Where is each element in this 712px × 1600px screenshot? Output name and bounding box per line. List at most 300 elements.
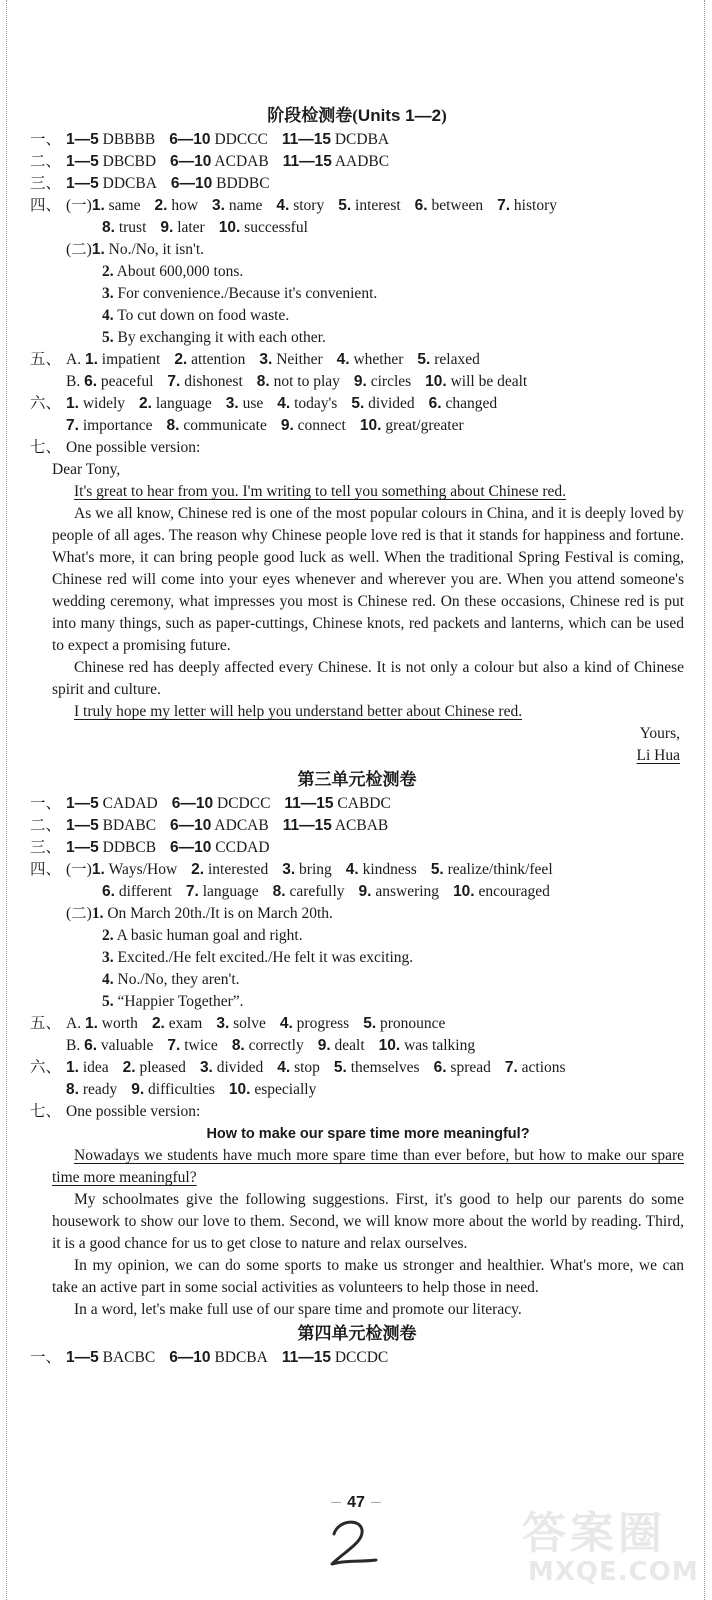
- letter-paragraph: As we all know, Chinese red is one of the most popular colours in China, and it is deeply loved by people of all ages. The reason why Chinese people love red is that it stands for happiness and fortune. What's more, it can bring people good luck as well. When the traditional Spring Festival is coming, Chinese red will come into your eyes whenever and wherever you are. When you attend someone's wedding ceremony, what impresses you most is Chinese red. On these occasions, Chinese red is put into many things, such as paper-cuttings, Chinese knots, red packets and lanterns, which can be used to expect a promising future.: [52, 505, 684, 654]
- item-answer: exam: [164, 1015, 203, 1032]
- question-label: 一、: [30, 1349, 62, 1366]
- item-answer: By exchanging it with each other.: [113, 329, 326, 346]
- question-label: 四、: [30, 861, 62, 878]
- item-prefix: A.: [66, 1015, 85, 1032]
- range-label: 1—5: [66, 131, 99, 148]
- item-number: 8.: [231, 1037, 245, 1054]
- answer-item: [337, 351, 404, 368]
- range-label: 1—5: [66, 817, 99, 834]
- item-answer: Neither: [272, 351, 323, 368]
- item-number: 6.: [428, 395, 442, 412]
- answer-row: [30, 1101, 684, 1123]
- answer-item: [415, 197, 483, 214]
- answer-item: [434, 1059, 491, 1076]
- watermark-logo: [500, 1495, 700, 1595]
- item-answer: No./No, they aren't.: [113, 971, 240, 988]
- item-answer: correctly: [244, 1037, 304, 1054]
- watermark-chinese: 答案圈: [522, 1508, 666, 1559]
- item-number: 9.: [358, 883, 372, 900]
- answer-letters: BDCBA: [210, 1349, 268, 1366]
- answer-item: [92, 861, 177, 878]
- item-answer: spread: [446, 1059, 491, 1076]
- answer-row: [30, 815, 684, 837]
- item-answer: ready: [78, 1081, 118, 1098]
- item-number: 2.: [122, 1059, 136, 1076]
- item-number: 5.: [333, 1059, 347, 1076]
- item-answer: not to play: [269, 373, 340, 390]
- question-label: 三、: [30, 175, 62, 192]
- answer-row: [30, 903, 684, 925]
- item-answer: carefully: [285, 883, 345, 900]
- question-label: 七、: [30, 439, 62, 456]
- answer-row: [30, 1013, 684, 1035]
- item-number: 1.: [91, 861, 105, 878]
- item-answer: name: [224, 197, 263, 214]
- item-answer: divided: [212, 1059, 264, 1076]
- letter-paragraph: Chinese red has deeply affected every Chinese. It is not only a colour but also a kind of Chinese spirit and culture.: [52, 659, 684, 698]
- item-answer: dishonest: [180, 373, 243, 390]
- item-answer: bring: [295, 861, 332, 878]
- item-number: 8.: [272, 883, 286, 900]
- item-number: 4.: [102, 307, 114, 324]
- item-answer: especially: [250, 1081, 317, 1098]
- range-label: 1—5: [66, 1349, 99, 1366]
- item-number: 8.: [102, 219, 115, 236]
- answer-item: [497, 197, 557, 214]
- answer-row: [30, 173, 684, 195]
- item-answer: twice: [180, 1037, 218, 1054]
- item-prefix: B.: [66, 373, 85, 390]
- item-answer: idea: [78, 1059, 109, 1076]
- range-label: 6—10: [170, 817, 212, 834]
- answer-item: [160, 219, 204, 236]
- answer-letters: CCDAD: [211, 839, 270, 856]
- answer-item: [280, 1015, 349, 1032]
- answer-item: [167, 1037, 217, 1054]
- item-number: 4.: [277, 395, 291, 412]
- answer-item: [66, 417, 153, 434]
- answer-letters: CABDC: [333, 795, 391, 812]
- section-title-units: Units 1—2: [357, 106, 442, 125]
- answer-items: [66, 1037, 489, 1054]
- answer-item: [351, 395, 414, 412]
- item-number: 7.: [497, 197, 511, 214]
- subpart-label: (一): [66, 861, 92, 878]
- item-number: 9.: [353, 373, 367, 390]
- item-answer: importance: [78, 417, 153, 434]
- item-number: 9.: [131, 1081, 145, 1098]
- answer-letters: DBBBB: [98, 131, 156, 148]
- item-number: 5.: [338, 197, 352, 214]
- answer-row: [30, 881, 684, 903]
- item-number: 8.: [166, 417, 180, 434]
- range-label: 6—10: [171, 795, 214, 812]
- item-number: 10.: [218, 219, 241, 236]
- item-answer: successful: [240, 219, 308, 236]
- answer-items: [102, 883, 564, 900]
- question-label: 四、: [30, 197, 62, 214]
- range-label: 6—10: [169, 131, 211, 148]
- range-label: 1—5: [66, 839, 99, 856]
- answer-row: [30, 947, 684, 969]
- question-label: 五、: [30, 351, 62, 368]
- question-label: 二、: [30, 153, 62, 170]
- answer-item: [102, 219, 146, 236]
- answer-item: [429, 395, 497, 412]
- answer-item: [232, 1037, 304, 1054]
- subpart-label: (二): [66, 905, 92, 922]
- answer-letters: DCCDC: [330, 1349, 389, 1366]
- answer-item: [338, 197, 400, 214]
- item-number: 4.: [345, 861, 359, 878]
- answer-item: [277, 395, 337, 412]
- item-number: 2.: [139, 395, 152, 412]
- answer-letters: DBCBD: [98, 153, 157, 170]
- range-label: 11—15: [281, 1349, 331, 1366]
- question-label: 六、: [30, 1059, 62, 1076]
- item-answer: encouraged: [474, 883, 550, 900]
- item-answer: was talking: [400, 1037, 476, 1054]
- item-answer: divided: [364, 395, 415, 412]
- item-number: 9.: [280, 417, 294, 434]
- letter-closing: Yours,: [639, 725, 680, 742]
- answer-item: [102, 883, 172, 900]
- right-margin-rule: [704, 0, 705, 1600]
- item-answer: whether: [349, 351, 404, 368]
- item-prefix: A.: [66, 351, 85, 368]
- section-title-close: ): [441, 106, 447, 125]
- answer-letters: AADBC: [331, 153, 390, 170]
- item-answer: later: [173, 219, 205, 236]
- item-answer: trust: [114, 219, 147, 236]
- item-answer: For convenience./Because it's convenient.: [113, 285, 378, 302]
- item-answer: “Happier Together”.: [113, 993, 244, 1010]
- item-answer: same: [104, 197, 141, 214]
- answer-items: [66, 1059, 580, 1076]
- answer-letters: DCDCC: [213, 795, 271, 812]
- item-number: 6.: [102, 883, 115, 900]
- answer-item: [359, 883, 440, 900]
- range-label: 6—10: [169, 1349, 211, 1366]
- answer-item: [123, 1059, 186, 1076]
- item-answer: great/greater: [381, 417, 464, 434]
- answer-item: [229, 1081, 316, 1098]
- item-answer: valuable: [97, 1037, 154, 1054]
- question-label: 一、: [30, 795, 62, 812]
- item-number: 6.: [84, 373, 98, 390]
- answer-row: [30, 371, 684, 393]
- answer-letters: ACBAB: [331, 817, 389, 834]
- answer-row: [30, 327, 684, 349]
- answer-item: [152, 1015, 202, 1032]
- essay-intro: One possible version:: [66, 439, 201, 456]
- essay-intro: One possible version:: [66, 1103, 201, 1120]
- item-answer: On March 20th./It is on March 20th.: [103, 905, 333, 922]
- answer-row: [30, 151, 684, 173]
- answer-items: [92, 197, 571, 214]
- answer-item: [66, 1059, 109, 1076]
- item-number: 8.: [256, 373, 270, 390]
- answer-letters: DDCCC: [210, 131, 268, 148]
- item-number: 7.: [185, 883, 199, 900]
- answer-item: [281, 417, 346, 434]
- item-number: 3.: [216, 1015, 230, 1032]
- item-number: 1.: [84, 1015, 98, 1032]
- item-number: 7.: [66, 417, 79, 434]
- answer-item: [219, 219, 308, 236]
- item-answer: connect: [293, 417, 346, 434]
- item-number: 5.: [102, 993, 114, 1010]
- answer-item: [66, 1081, 117, 1098]
- answer-item: [277, 1059, 320, 1076]
- answer-row: [30, 437, 684, 459]
- answer-row: [30, 305, 684, 327]
- item-answer: use: [238, 395, 264, 412]
- item-answer: About 600,000 tons.: [113, 263, 244, 280]
- watermark-url: MXQE.COM: [528, 1557, 699, 1587]
- answer-row: [30, 239, 684, 261]
- item-number: 8.: [66, 1081, 79, 1098]
- item-number: 1.: [91, 197, 105, 214]
- essay-paragraph: In my opinion, we can do some sports to make us stronger and healthier. What's more, we can take an active part in some social activities as volunteers to help those in need.: [52, 1257, 684, 1296]
- answer-item: [346, 861, 417, 878]
- answer-item: [85, 351, 160, 368]
- page-content: [30, 103, 684, 1369]
- item-answer: A basic human goal and right.: [113, 927, 303, 944]
- item-answer: kindness: [358, 861, 417, 878]
- item-answer: Ways/How: [104, 861, 178, 878]
- letter-sample: [30, 459, 684, 767]
- item-answer: themselves: [346, 1059, 420, 1076]
- answer-item: [282, 861, 332, 878]
- essay-paragraph: Nowadays we students have much more spare time than ever before, but how to make our spare time more meaningful?: [52, 1147, 684, 1186]
- answer-item: [273, 883, 345, 900]
- question-label: 一、: [30, 131, 62, 148]
- item-number: 10.: [359, 417, 382, 434]
- answer-row: [30, 837, 684, 859]
- item-number: 2.: [151, 1015, 165, 1032]
- answer-item: [216, 1015, 266, 1032]
- item-answer: story: [289, 197, 325, 214]
- answer-item: [425, 373, 527, 390]
- item-answer: language: [151, 395, 212, 412]
- item-number: 6.: [433, 1059, 447, 1076]
- answer-item: [212, 197, 262, 214]
- letter-paragraph: I truly hope my letter will help you understand better about Chinese red.: [74, 703, 523, 720]
- item-number: 5.: [430, 861, 444, 878]
- item-number: 1.: [91, 905, 104, 922]
- item-answer: stop: [290, 1059, 320, 1076]
- item-answer: history: [510, 197, 557, 214]
- answer-item: [200, 1059, 263, 1076]
- section-title-units-1-2: [30, 103, 684, 129]
- item-answer: progress: [292, 1015, 350, 1032]
- answer-item: [167, 417, 267, 434]
- page-number: — 47 —: [0, 1494, 712, 1512]
- answer-item: [379, 1037, 475, 1054]
- answer-item: [505, 1059, 566, 1076]
- item-answer: pronounce: [376, 1015, 446, 1032]
- answer-letters: CADAD: [98, 795, 158, 812]
- item-number: 2.: [174, 351, 188, 368]
- item-answer: answering: [371, 883, 440, 900]
- answer-item: [139, 395, 212, 412]
- answer-letters: BDABC: [98, 817, 157, 834]
- item-number: 3.: [282, 861, 296, 878]
- section-title-unit-4: 第四单元检测卷: [297, 1324, 417, 1343]
- range-label: 6—10: [170, 153, 212, 170]
- range-label: 1—5: [66, 153, 99, 170]
- item-number: 1.: [66, 1059, 79, 1076]
- item-answer: impatient: [97, 351, 161, 368]
- item-number: 6.: [414, 197, 428, 214]
- item-prefix: B.: [66, 1037, 85, 1054]
- item-answer: worth: [97, 1015, 138, 1032]
- answer-item: [84, 373, 153, 390]
- answer-items: [66, 373, 541, 390]
- question-label: 二、: [30, 817, 62, 834]
- item-answer: interest: [351, 197, 401, 214]
- answer-items: [66, 351, 494, 368]
- range-label: 6—10: [170, 175, 213, 192]
- item-answer: different: [114, 883, 172, 900]
- item-number: 1.: [91, 241, 105, 258]
- answer-items: [102, 219, 322, 236]
- answer-item: [363, 1015, 445, 1032]
- item-answer: will be dealt: [446, 373, 528, 390]
- item-number: 2.: [102, 927, 114, 944]
- item-number: 2.: [191, 861, 205, 878]
- item-answer: changed: [441, 395, 498, 412]
- item-number: 3.: [225, 395, 239, 412]
- item-number: 4.: [336, 351, 350, 368]
- range-label: 11—15: [282, 817, 332, 834]
- range-label: 11—15: [282, 153, 332, 170]
- item-number: 4.: [276, 197, 290, 214]
- answer-row: [30, 217, 684, 239]
- item-number: 7.: [504, 1059, 518, 1076]
- item-number: 3.: [102, 949, 114, 966]
- question-label: 三、: [30, 839, 62, 856]
- item-answer: solve: [229, 1015, 266, 1032]
- signature-text: Li Hua: [636, 747, 680, 764]
- item-number: 3.: [212, 197, 225, 214]
- answer-item: [354, 373, 411, 390]
- answer-items: [92, 861, 567, 878]
- answer-item: [334, 1059, 420, 1076]
- question-label: 六、: [30, 395, 62, 412]
- answer-row: [30, 349, 684, 371]
- answer-item: [318, 1037, 365, 1054]
- item-answer: circles: [366, 373, 412, 390]
- item-answer: peaceful: [97, 373, 154, 390]
- item-answer: difficulties: [144, 1081, 215, 1098]
- answer-row: [30, 1079, 684, 1101]
- answer-row: [30, 925, 684, 947]
- answer-letters: DDBCB: [98, 839, 157, 856]
- item-answer: actions: [517, 1059, 566, 1076]
- item-number: 6.: [84, 1037, 98, 1054]
- item-number: 7.: [167, 1037, 181, 1054]
- question-label: 七、: [30, 1103, 62, 1120]
- item-number: 1.: [66, 395, 79, 412]
- item-answer: Excited./He felt excited./He felt it was exciting.: [113, 949, 414, 966]
- answer-letters: ADCAB: [211, 817, 269, 834]
- answer-item: [174, 351, 245, 368]
- item-answer: To cut down on food waste.: [113, 307, 290, 324]
- item-number: 3.: [259, 351, 273, 368]
- answer-letters: ACDAB: [211, 153, 269, 170]
- item-number: 4.: [102, 971, 114, 988]
- item-number: 10.: [378, 1037, 401, 1054]
- answer-row: [30, 393, 684, 415]
- answer-items: [66, 1081, 330, 1098]
- answer-item: [167, 373, 242, 390]
- item-number: 10.: [228, 1081, 251, 1098]
- item-answer: language: [198, 883, 259, 900]
- item-number: 9.: [160, 219, 174, 236]
- answer-item: [276, 197, 324, 214]
- answer-item: [155, 197, 199, 214]
- essay-paragraph: In a word, let's make full use of our spare time and promote our literacy.: [74, 1301, 522, 1318]
- subpart-label: (一): [66, 197, 92, 214]
- letter-paragraph: It's great to hear from you. I'm writing to tell you something about Chinese red.: [74, 483, 567, 500]
- range-label: 1—5: [66, 175, 99, 192]
- range-label: 6—10: [170, 839, 212, 856]
- essay-paragraph: My schoolmates give the following suggestions. First, it's good to help our parents do some housework to show our love to them. Second, we will know more about the world by reading. Third, it is a good chance for us to get close to nature and relax ourselves.: [52, 1191, 684, 1252]
- item-number: 4.: [279, 1015, 293, 1032]
- answer-item: [417, 351, 479, 368]
- answer-row: [30, 129, 684, 151]
- answer-item: [453, 883, 550, 900]
- range-label: 11—15: [281, 131, 331, 148]
- answer-items: [66, 395, 511, 412]
- answer-row: [30, 969, 684, 991]
- answer-letters: BACBC: [98, 1349, 156, 1366]
- item-answer: relaxed: [430, 351, 480, 368]
- section-title-unit-3: 第三单元检测卷: [297, 770, 417, 789]
- answer-item: [186, 883, 259, 900]
- item-number: 2.: [102, 263, 114, 280]
- answer-item: [360, 417, 464, 434]
- item-answer: realize/think/feel: [443, 861, 553, 878]
- answer-item: [92, 197, 141, 214]
- item-answer: between: [427, 197, 484, 214]
- answer-item: [131, 1081, 215, 1098]
- letter-greeting: Dear Tony,: [52, 461, 121, 478]
- answer-item: [226, 395, 263, 412]
- answer-row: [30, 261, 684, 283]
- item-answer: communicate: [179, 417, 267, 434]
- answer-item: [259, 351, 322, 368]
- range-label: 11—15: [284, 795, 334, 812]
- item-answer: attention: [187, 351, 246, 368]
- item-number: 10.: [425, 373, 447, 390]
- answer-item: [191, 861, 268, 878]
- item-number: 5.: [363, 1015, 377, 1032]
- item-number: 4.: [277, 1059, 291, 1076]
- item-answer: today's: [290, 395, 338, 412]
- item-number: 5.: [102, 329, 114, 346]
- subpart-label: (二): [66, 241, 92, 258]
- letter-signature: [52, 745, 684, 767]
- item-answer: dealt: [330, 1037, 365, 1054]
- answer-items: [66, 417, 478, 434]
- item-number: 3.: [102, 285, 114, 302]
- essay-sample: [30, 1123, 684, 1321]
- handwritten-mark: [322, 1512, 382, 1572]
- item-answer: interested: [204, 861, 269, 878]
